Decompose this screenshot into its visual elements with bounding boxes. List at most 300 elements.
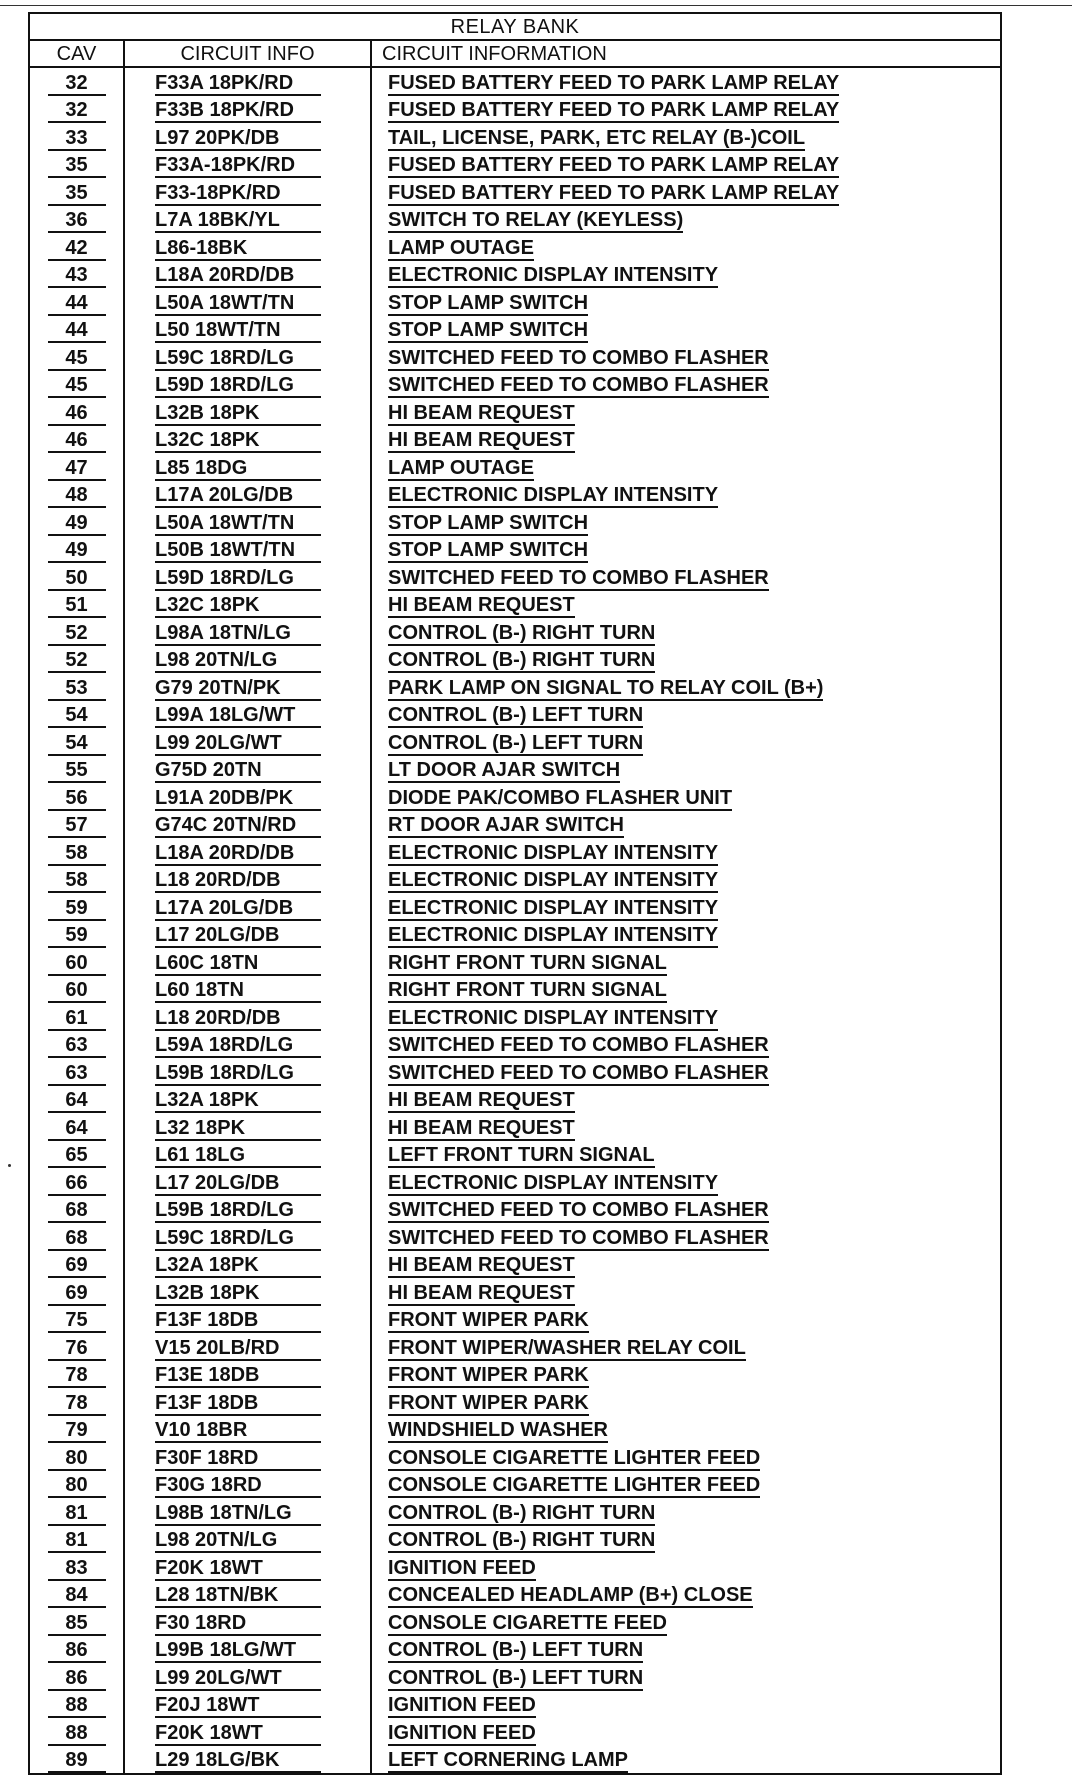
cav-text: 47 — [48, 457, 106, 481]
circuit-code-cell — [124, 123, 371, 151]
table-row — [29, 96, 1001, 124]
circuit-code-cell — [124, 371, 371, 399]
circuit-code-cell — [124, 1086, 371, 1114]
circuit-description-text: RIGHT FRONT TURN SIGNAL — [388, 979, 667, 1001]
circuit-description-cell — [371, 976, 1001, 1004]
cav-cell — [29, 1058, 124, 1086]
cav-cell — [29, 123, 124, 151]
circuit-code-text: L59D 18RD/LG — [155, 374, 321, 398]
circuit-code-cell — [124, 1141, 371, 1169]
circuit-description-cell — [371, 426, 1001, 454]
circuit-description-cell — [371, 1333, 1001, 1361]
circuit-description-text: CONTROL (B-) LEFT TURN — [388, 704, 644, 726]
column-header-circuit-information: CIRCUIT INFORMATION — [371, 40, 1001, 67]
cav-text: 57 — [48, 814, 106, 838]
circuit-description-cell — [371, 1141, 1001, 1169]
circuit-description-cell — [371, 371, 1001, 399]
circuit-description-cell — [371, 1003, 1001, 1031]
table-row — [29, 1168, 1001, 1196]
circuit-code-cell — [124, 1003, 371, 1031]
circuit-code-cell — [124, 783, 371, 811]
circuit-code-cell — [124, 233, 371, 261]
table-row — [29, 1306, 1001, 1334]
cav-cell — [29, 591, 124, 619]
cav-text: 54 — [48, 704, 106, 728]
circuit-code-text: L17 20LG/DB — [155, 924, 321, 948]
circuit-code-cell — [124, 728, 371, 756]
table-row — [29, 233, 1001, 261]
circuit-description-text: IGNITION FEED — [388, 1556, 536, 1579]
circuit-description-text: DIODE PAK/COMBO FLASHER UNIT — [388, 786, 733, 809]
cav-text: 89 — [48, 1749, 106, 1773]
cav-text: 88 — [48, 1722, 106, 1746]
circuit-code-cell — [124, 316, 371, 344]
circuit-code-cell — [124, 838, 371, 866]
circuit-description-text: IGNITION FEED — [388, 1694, 536, 1716]
cav-cell — [29, 1196, 124, 1224]
circuit-code-cell — [124, 1168, 371, 1196]
circuit-description-cell — [371, 838, 1001, 866]
cav-text: 80 — [48, 1474, 106, 1498]
circuit-code-cell — [124, 178, 371, 206]
cav-text: 86 — [48, 1639, 106, 1663]
cav-cell — [29, 1003, 124, 1031]
cav-cell — [29, 1333, 124, 1361]
table-row — [29, 701, 1001, 729]
circuit-description-text: HI BEAM REQUEST — [388, 1089, 575, 1111]
cav-cell — [29, 563, 124, 591]
table-row — [29, 1278, 1001, 1306]
circuit-code-text: L98B 18TN/LG — [155, 1502, 321, 1526]
table-row — [29, 1581, 1001, 1609]
circuit-code-text: F30F 18RD — [155, 1447, 321, 1471]
circuit-description-cell — [371, 123, 1001, 151]
circuit-code-cell — [124, 1113, 371, 1141]
circuit-description-cell — [371, 343, 1001, 371]
circuit-description-text: HI BEAM REQUEST — [388, 401, 575, 424]
cav-cell — [29, 1278, 124, 1306]
circuit-code-text: L28 18TN/BK — [155, 1584, 321, 1608]
relay-bank-sheet — [28, 12, 1000, 1775]
circuit-description-text: WINDSHIELD WASHER — [388, 1419, 608, 1441]
circuit-description-text: FUSED BATTERY FEED TO PARK LAMP RELAY — [388, 99, 840, 121]
cav-cell — [29, 206, 124, 234]
circuit-code-cell — [124, 1361, 371, 1389]
circuit-description-cell — [371, 1526, 1001, 1554]
circuit-code-text: L85 18DG — [155, 457, 321, 481]
cav-text: 58 — [48, 869, 106, 893]
circuit-description-cell — [371, 618, 1001, 646]
circuit-description-text: SWITCHED FEED TO COMBO FLASHER — [388, 1226, 769, 1249]
cav-cell — [29, 1168, 124, 1196]
circuit-code-text: L59D 18RD/LG — [155, 567, 321, 591]
circuit-code-cell — [124, 288, 371, 316]
circuit-description-cell — [371, 508, 1001, 536]
circuit-description-cell — [371, 1498, 1001, 1526]
circuit-description-cell — [371, 563, 1001, 591]
cav-cell — [29, 316, 124, 344]
circuit-description-text: STOP LAMP SWITCH — [388, 291, 589, 314]
circuit-code-cell — [124, 563, 371, 591]
cav-text: 66 — [48, 1172, 106, 1196]
table-row — [29, 756, 1001, 784]
circuit-description-cell — [371, 261, 1001, 289]
table-body — [29, 67, 1001, 1774]
table-row — [29, 783, 1001, 811]
circuit-description-cell — [371, 96, 1001, 124]
table-row — [29, 1086, 1001, 1114]
circuit-code-text: L18A 20RD/DB — [155, 264, 321, 288]
circuit-code-text: L17 20LG/DB — [155, 1172, 321, 1196]
circuit-code-text: F33A 18PK/RD — [155, 72, 321, 96]
table-row — [29, 563, 1001, 591]
cav-cell — [29, 893, 124, 921]
circuit-description-cell — [371, 1196, 1001, 1224]
circuit-description-text: LAMP OUTAGE — [388, 456, 534, 479]
cav-cell — [29, 1113, 124, 1141]
circuit-code-text: L32B 18PK — [155, 402, 321, 426]
circuit-description-text: SWITCHED FEED TO COMBO FLASHER — [388, 1061, 769, 1084]
table-row — [29, 178, 1001, 206]
circuit-code-cell — [124, 96, 371, 124]
cav-cell — [29, 866, 124, 894]
table-row — [29, 1471, 1001, 1499]
table-row — [29, 206, 1001, 234]
circuit-code-cell — [124, 536, 371, 564]
relay-bank-table — [28, 12, 1002, 1775]
circuit-code-text: F13E 18DB — [155, 1364, 321, 1388]
table-row — [29, 453, 1001, 481]
cav-text: 68 — [48, 1199, 106, 1223]
circuit-description-cell — [371, 1113, 1001, 1141]
table-row — [29, 1691, 1001, 1719]
circuit-description-text: FUSED BATTERY FEED TO PARK LAMP RELAY — [388, 154, 840, 176]
cav-text: 64 — [48, 1089, 106, 1113]
circuit-code-cell — [124, 398, 371, 426]
circuit-code-text: L50B 18WT/TN — [155, 539, 321, 563]
table-row — [29, 811, 1001, 839]
cav-cell — [29, 536, 124, 564]
cav-text: 45 — [48, 374, 106, 398]
circuit-code-text: L60 18TN — [155, 979, 321, 1003]
table-row — [29, 1251, 1001, 1279]
cav-cell — [29, 1361, 124, 1389]
circuit-code-cell — [124, 1553, 371, 1581]
circuit-code-text: F20J 18WT — [155, 1694, 321, 1718]
circuit-code-cell — [124, 1636, 371, 1664]
circuit-code-text: L97 20PK/DB — [155, 127, 321, 151]
circuit-description-text: ELECTRONIC DISPLAY INTENSITY — [388, 841, 719, 864]
circuit-code-cell — [124, 1498, 371, 1526]
cav-text: 45 — [48, 347, 106, 371]
cav-cell — [29, 178, 124, 206]
circuit-code-text: L86-18BK — [155, 237, 321, 261]
circuit-code-cell — [124, 1223, 371, 1251]
circuit-code-text: F30G 18RD — [155, 1474, 321, 1498]
cav-cell — [29, 701, 124, 729]
circuit-description-text: SWITCHED FEED TO COMBO FLASHER — [388, 1034, 769, 1056]
circuit-code-text: L50A 18WT/TN — [155, 292, 321, 316]
cav-text: 69 — [48, 1254, 106, 1278]
circuit-description-cell — [371, 893, 1001, 921]
table-row — [29, 1553, 1001, 1581]
circuit-description-cell — [371, 481, 1001, 509]
circuit-code-text: F20K 18WT — [155, 1722, 321, 1746]
circuit-description-cell — [371, 1608, 1001, 1636]
circuit-code-cell — [124, 151, 371, 179]
circuit-code-cell — [124, 1691, 371, 1719]
circuit-description-text: ELECTRONIC DISPLAY INTENSITY — [388, 924, 719, 946]
cav-text: 35 — [48, 182, 106, 206]
top-rule — [0, 5, 1072, 6]
circuit-code-text: L59B 18RD/LG — [155, 1199, 321, 1223]
cav-cell — [29, 343, 124, 371]
circuit-code-cell — [124, 1471, 371, 1499]
circuit-code-text: L59C 18RD/LG — [155, 347, 321, 371]
table-row — [29, 261, 1001, 289]
circuit-code-cell — [124, 921, 371, 949]
circuit-description-text: ELECTRONIC DISPLAY INTENSITY — [388, 1006, 719, 1029]
table-row — [29, 1718, 1001, 1746]
cav-text: 58 — [48, 842, 106, 866]
cav-text: 48 — [48, 484, 106, 508]
circuit-description-cell — [371, 1581, 1001, 1609]
circuit-code-cell — [124, 948, 371, 976]
cav-cell — [29, 976, 124, 1004]
circuit-code-cell — [124, 673, 371, 701]
cav-text: 46 — [48, 429, 106, 453]
circuit-description-cell — [371, 948, 1001, 976]
circuit-code-cell — [124, 591, 371, 619]
circuit-description-text: RT DOOR AJAR SWITCH — [388, 814, 624, 836]
cav-cell — [29, 151, 124, 179]
cav-text: 88 — [48, 1694, 106, 1718]
circuit-code-cell — [124, 1251, 371, 1279]
cav-cell — [29, 233, 124, 261]
circuit-code-text: L98 20TN/LG — [155, 1529, 321, 1553]
circuit-description-cell — [371, 1031, 1001, 1059]
circuit-description-text: IGNITION FEED — [388, 1721, 536, 1744]
circuit-code-cell — [124, 811, 371, 839]
cav-cell — [29, 1388, 124, 1416]
table-row — [29, 1196, 1001, 1224]
table-row — [29, 728, 1001, 756]
circuit-description-text: CONTROL (B-) RIGHT TURN — [388, 621, 656, 644]
circuit-code-cell — [124, 646, 371, 674]
circuit-description-text: FRONT WIPER PARK — [388, 1391, 589, 1414]
table-row — [29, 1608, 1001, 1636]
cav-text: 55 — [48, 759, 106, 783]
table-row — [29, 1416, 1001, 1444]
circuit-description-cell — [371, 1388, 1001, 1416]
circuit-code-text: L99 20LG/WT — [155, 732, 321, 756]
circuit-description-cell — [371, 1636, 1001, 1664]
circuit-code-text: G74C 20TN/RD — [155, 814, 321, 838]
table-row — [29, 343, 1001, 371]
cav-cell — [29, 398, 124, 426]
circuit-description-cell — [371, 1718, 1001, 1746]
circuit-code-text: F30 18RD — [155, 1612, 321, 1636]
circuit-code-text: L32A 18PK — [155, 1254, 321, 1278]
cav-cell — [29, 1498, 124, 1526]
circuit-description-text: CONTROL (B-) LEFT TURN — [388, 1666, 644, 1689]
table-row — [29, 398, 1001, 426]
table-row — [29, 316, 1001, 344]
cav-text: 51 — [48, 594, 106, 618]
table-row — [29, 1498, 1001, 1526]
circuit-description-text: CONTROL (B-) LEFT TURN — [388, 731, 644, 754]
table-row — [29, 1526, 1001, 1554]
table-row — [29, 426, 1001, 454]
cav-text: 68 — [48, 1227, 106, 1251]
circuit-code-text: L7A 18BK/YL — [155, 209, 321, 233]
circuit-description-text: STOP LAMP SWITCH — [388, 511, 589, 534]
cav-cell — [29, 1471, 124, 1499]
table-row — [29, 123, 1001, 151]
circuit-description-text: HI BEAM REQUEST — [388, 1116, 575, 1139]
circuit-description-cell — [371, 1746, 1001, 1775]
circuit-description-text: ELECTRONIC DISPLAY INTENSITY — [388, 1171, 719, 1194]
circuit-code-text: L17A 20LG/DB — [155, 484, 321, 508]
circuit-code-text: L50 18WT/TN — [155, 319, 321, 343]
cav-text: 69 — [48, 1282, 106, 1306]
cav-text: 78 — [48, 1364, 106, 1388]
circuit-description-text: LEFT FRONT TURN SIGNAL — [388, 1144, 655, 1166]
circuit-code-cell — [124, 1526, 371, 1554]
cav-cell — [29, 453, 124, 481]
circuit-description-text: HI BEAM REQUEST — [388, 1254, 575, 1276]
circuit-code-text: F13F 18DB — [155, 1392, 321, 1416]
circuit-code-cell — [124, 1746, 371, 1775]
circuit-code-text: L18A 20RD/DB — [155, 842, 321, 866]
cav-text: 78 — [48, 1392, 106, 1416]
circuit-code-cell — [124, 1306, 371, 1334]
circuit-description-text: HI BEAM REQUEST — [388, 594, 575, 616]
circuit-description-text: CONTROL (B-) RIGHT TURN — [388, 649, 656, 671]
circuit-description-cell — [371, 1223, 1001, 1251]
cav-text: 56 — [48, 787, 106, 811]
circuit-code-cell — [124, 1416, 371, 1444]
circuit-code-cell — [124, 481, 371, 509]
cav-text: 84 — [48, 1584, 106, 1608]
circuit-code-cell — [124, 1278, 371, 1306]
circuit-description-text: FUSED BATTERY FEED TO PARK LAMP RELAY — [388, 181, 840, 204]
circuit-description-cell — [371, 811, 1001, 839]
circuit-description-text: CONSOLE CIGARETTE LIGHTER FEED — [388, 1474, 761, 1496]
cav-cell — [29, 728, 124, 756]
circuit-description-text: STOP LAMP SWITCH — [388, 319, 589, 341]
circuit-code-cell — [124, 426, 371, 454]
cav-text: 59 — [48, 924, 106, 948]
circuit-code-cell — [124, 1196, 371, 1224]
circuit-code-cell — [124, 1058, 371, 1086]
cav-cell — [29, 673, 124, 701]
circuit-description-text: RIGHT FRONT TURN SIGNAL — [388, 951, 667, 974]
circuit-description-text: HI BEAM REQUEST — [388, 429, 575, 451]
circuit-description-cell — [371, 673, 1001, 701]
stray-mark — [8, 1164, 11, 1167]
circuit-description-text: FRONT WIPER PARK — [388, 1309, 589, 1331]
cav-text: 79 — [48, 1419, 106, 1443]
circuit-code-text: L32C 18PK — [155, 594, 321, 618]
table-row — [29, 921, 1001, 949]
cav-text: 50 — [48, 567, 106, 591]
cav-text: 63 — [48, 1062, 106, 1086]
circuit-code-text: L91A 20DB/PK — [155, 787, 321, 811]
circuit-description-cell — [371, 206, 1001, 234]
cav-cell — [29, 508, 124, 536]
table-row — [29, 1113, 1001, 1141]
cav-text: 46 — [48, 402, 106, 426]
circuit-description-cell — [371, 536, 1001, 564]
cav-text: 54 — [48, 732, 106, 756]
cav-cell — [29, 1608, 124, 1636]
cav-text: 59 — [48, 897, 106, 921]
circuit-description-text: LAMP OUTAGE — [388, 236, 534, 259]
circuit-description-cell — [371, 728, 1001, 756]
circuit-code-text: G75D 20TN — [155, 759, 321, 783]
table-row — [29, 1361, 1001, 1389]
cav-text: 75 — [48, 1309, 106, 1333]
header-row — [29, 40, 1001, 67]
circuit-code-text: V15 20LB/RD — [155, 1337, 321, 1361]
circuit-description-cell — [371, 866, 1001, 894]
circuit-description-text: HI BEAM REQUEST — [388, 1281, 575, 1304]
circuit-code-text: F20K 18WT — [155, 1557, 321, 1581]
circuit-code-cell — [124, 1718, 371, 1746]
cav-text: 76 — [48, 1337, 106, 1361]
table-title: RELAY BANK — [29, 13, 1001, 40]
circuit-code-cell — [124, 1581, 371, 1609]
circuit-description-cell — [371, 1471, 1001, 1499]
circuit-code-cell — [124, 701, 371, 729]
circuit-code-cell — [124, 976, 371, 1004]
circuit-description-text: SWITCHED FEED TO COMBO FLASHER — [388, 374, 769, 396]
cav-cell — [29, 288, 124, 316]
table-row — [29, 838, 1001, 866]
cav-text: 44 — [48, 319, 106, 343]
table-row — [29, 1141, 1001, 1169]
table-row — [29, 1223, 1001, 1251]
circuit-description-text: FRONT WIPER/WASHER RELAY COIL — [388, 1336, 746, 1359]
table-row — [29, 618, 1001, 646]
circuit-description-text: FUSED BATTERY FEED TO PARK LAMP RELAY — [388, 71, 840, 94]
table-row — [29, 1746, 1001, 1775]
circuit-description-cell — [371, 398, 1001, 426]
cav-cell — [29, 1223, 124, 1251]
circuit-code-cell — [124, 508, 371, 536]
circuit-description-text: SWITCHED FEED TO COMBO FLASHER — [388, 346, 769, 369]
table-row — [29, 1333, 1001, 1361]
circuit-code-text: L98A 18TN/LG — [155, 622, 321, 646]
cav-cell — [29, 1306, 124, 1334]
circuit-description-cell — [371, 316, 1001, 344]
table-row — [29, 508, 1001, 536]
circuit-code-text: L32A 18PK — [155, 1089, 321, 1113]
circuit-description-cell — [371, 1251, 1001, 1279]
circuit-code-cell — [124, 343, 371, 371]
circuit-description-cell — [371, 178, 1001, 206]
table-row — [29, 1031, 1001, 1059]
cav-text: 60 — [48, 979, 106, 1003]
circuit-code-text: L32B 18PK — [155, 1282, 321, 1306]
circuit-description-cell — [371, 1663, 1001, 1691]
circuit-description-text: CONTROL (B-) RIGHT TURN — [388, 1501, 656, 1524]
table-row — [29, 948, 1001, 976]
cav-cell — [29, 1086, 124, 1114]
circuit-code-text: L32 18PK — [155, 1117, 321, 1141]
circuit-code-text: L59C 18RD/LG — [155, 1227, 321, 1251]
